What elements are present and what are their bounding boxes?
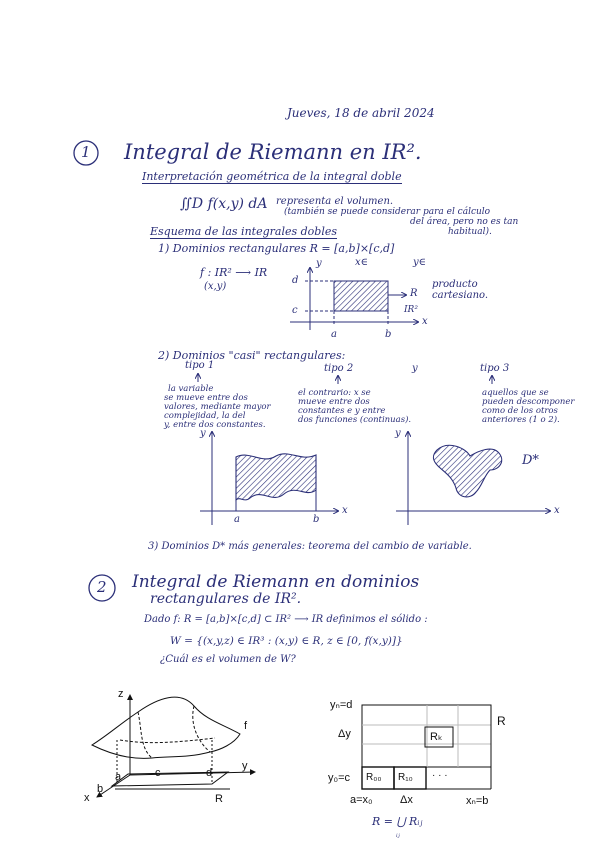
grid-R: R — [497, 714, 506, 728]
section1-title: Integral de Riemann en IR². — [124, 140, 422, 164]
fig3d-a: a — [115, 771, 122, 783]
function-def-1: f : IR² ⟶ IR — [200, 266, 268, 279]
fig3d-y: y — [242, 760, 248, 772]
tipo1-graph-b: b — [313, 514, 320, 525]
tipo1-desc-line: complejidad, la del — [164, 411, 246, 421]
function-def-2: (x,y) — [204, 281, 227, 292]
section1-number: 1 — [81, 143, 91, 161]
tipo3-label: tipo 3 — [480, 363, 510, 374]
tipo3-graph-y: y — [395, 428, 401, 439]
tipo1-desc-line: y, entre dos constantes. — [164, 420, 266, 430]
tipo2-label: tipo 2 — [324, 363, 354, 374]
grid-yn: yₙ=d — [330, 699, 353, 711]
tipo2-desc-line: dos funciones (continuas). — [298, 415, 412, 425]
section2-line2: W = {(x,y,z) ∈ IR³ : (x,y) ∈ R, z ∈ [0, f(x,y)]} — [170, 635, 403, 647]
grid-xn: xₙ=b — [466, 795, 489, 807]
rectangle-domain-diagram — [290, 268, 418, 330]
diagram-x-label: x — [422, 316, 428, 327]
section2-title-1: Integral de Riemann en dominios — [132, 572, 420, 592]
tipo1-graph-x: x — [342, 505, 348, 516]
integral-note-4: habitual). — [448, 227, 492, 237]
producto-2: cartesiano. — [432, 290, 489, 301]
diagram-R2-label: IR² — [404, 305, 418, 315]
producto-1: producto — [432, 279, 478, 290]
tipo-y-label: y — [412, 363, 418, 374]
fig3d-x: x — [84, 792, 90, 804]
grid-R10: R₁₀ — [398, 772, 413, 783]
item1-y-in: y∈ — [413, 257, 427, 268]
section2-number: 2 — [97, 578, 107, 596]
grid-y0: y₀=c — [328, 772, 350, 784]
grid-dots: · · · — [432, 770, 448, 781]
union-formula: R = ⋃ Rᵢⱼ — [372, 815, 423, 828]
dstar-label: D* — [522, 453, 539, 468]
section1-subtitle: Interpretación geométrica de la integral doble — [142, 170, 402, 183]
diagram-c-label: c — [292, 305, 298, 316]
integral-note-3: del área, pero no es tan — [410, 217, 519, 227]
tipo3-graph — [396, 432, 550, 525]
fig3d-b: b — [97, 783, 104, 795]
integral-note-1: representa el volumen. — [276, 196, 394, 207]
date: Jueves, 18 de abril 2024 — [287, 106, 435, 120]
tipo3-desc-line: pueden descomponer — [482, 397, 575, 407]
double-integral: ∬D f(x,y) dA — [180, 196, 268, 212]
item1-x-in: x∈ — [355, 257, 369, 268]
tipo1-graph — [200, 432, 338, 525]
tipo1-desc-line: la variable — [168, 384, 214, 394]
grid-dx: Δx — [400, 794, 413, 806]
grid-x0: a=x₀ — [350, 794, 373, 806]
diagram-a-label: a — [331, 329, 337, 340]
fig3d-z: z — [118, 688, 124, 700]
tipo1-label: tipo 1 — [185, 360, 215, 371]
fig3d-c: c — [155, 767, 161, 779]
tipo1-graph-a: a — [234, 514, 240, 525]
item1-rectangular: 1) Dominios rectangulares R = [a,b]×[c,d] — [158, 242, 395, 255]
tipo3-desc-line: como de los otros — [482, 406, 558, 416]
tipo2-desc-line: mueve entre dos — [298, 397, 370, 407]
section2-line3: ¿Cuál es el volumen de W? — [160, 654, 296, 665]
tipo1-desc-line: se mueve entre dos — [164, 393, 248, 403]
grid-Rk: Rₖ — [430, 731, 443, 743]
section2-line1: Dado f: R = [a,b]×[c,d] ⊂ IR² ⟶ IR definimos el sólido : — [144, 614, 428, 625]
fig3d-f: f — [244, 720, 248, 732]
diagram-R-label: R — [410, 288, 418, 299]
fig3d-d: d — [206, 767, 213, 779]
scheme-heading: Esquema de las integrales dobles — [150, 225, 337, 238]
fig3d-R: R — [215, 793, 223, 805]
diagram-y-label: y — [316, 258, 322, 269]
tipo2-desc-line: constantes e y entre — [298, 406, 386, 416]
tipo3-desc-line: anteriores (1 o 2). — [482, 415, 560, 425]
grid-R00: R₀₀ — [366, 772, 382, 783]
item3-general-domains: 3) Dominios D* más generales: teorema del cambio de variable. — [148, 541, 472, 552]
tipo3-graph-x: x — [554, 505, 560, 516]
union-subscript: ᵢⱼ — [396, 830, 400, 839]
integral-note-2: (también se puede considerar para el cálculo — [284, 207, 491, 217]
diagram-b-label: b — [385, 329, 392, 340]
tipo1-graph-y: y — [200, 428, 206, 439]
diagram-d-label: d — [292, 275, 299, 286]
item2-casi-rectangular: 2) Dominios "casi" rectangulares: — [158, 349, 346, 362]
tipo1-desc-line: valores, mediante mayor — [164, 402, 271, 412]
tipo2-desc-line: el contrario: x se — [298, 388, 371, 398]
tipo3-desc-line: aquellos que se — [482, 388, 549, 398]
section2-title-2: rectangulares de IR². — [150, 591, 302, 607]
grid-dy: Δy — [338, 728, 351, 740]
